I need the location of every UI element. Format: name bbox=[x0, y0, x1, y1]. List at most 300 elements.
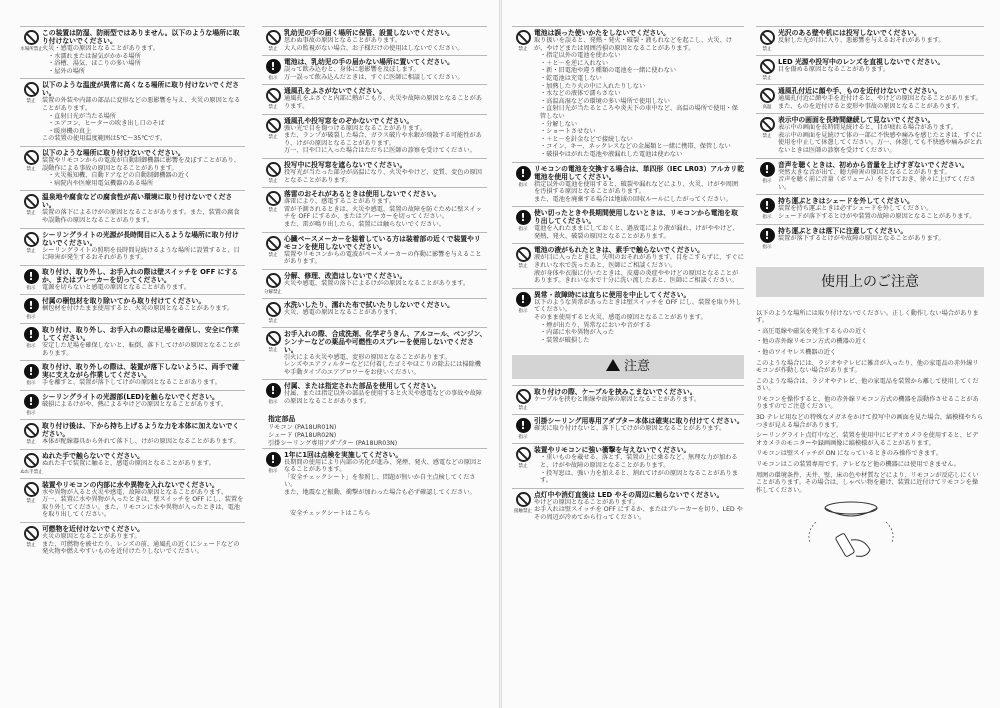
warning-bullet: ・＋と－を針金などで接続しない bbox=[540, 135, 633, 143]
symbol-caption: 禁止 bbox=[518, 46, 528, 52]
inspection-item bbox=[262, 448, 487, 500]
symbol-caption: 禁止 bbox=[518, 463, 528, 470]
warning-symbol bbox=[262, 117, 284, 155]
warning-body: 万一誤って飲み込んだときは、すぐに医師に相談してください。 bbox=[284, 73, 464, 81]
prohibited-icon bbox=[760, 30, 775, 45]
warning-body: そのまま使用すると火災、感電の原因となることがあります。 bbox=[534, 314, 707, 322]
caution-item bbox=[756, 26, 984, 55]
warning-item bbox=[20, 265, 245, 295]
warning-body: 突然大きな音が出て、聴力障害の原因となることがあります。 bbox=[778, 168, 951, 176]
warning-heading: シーリングライトの光源部(LED)を触らないでください。 bbox=[42, 393, 219, 402]
warning-symbol bbox=[512, 388, 534, 411]
warning-body: シェードが落下するとけがや装置の故障の原因となることがあります。 bbox=[778, 212, 976, 220]
warning-symbol bbox=[512, 165, 534, 204]
prohibited-icon bbox=[266, 191, 281, 206]
warning-bullet: ・直射日光が当たる場所 bbox=[48, 112, 117, 120]
prohibited-icon bbox=[24, 150, 39, 165]
mandatory-action-icon: ! bbox=[516, 166, 531, 181]
warning-body: また、ランプが破裂した場合、ガラス破片や水銀が飛散する可能性があり、けがの原因となることがあります。 bbox=[284, 132, 482, 147]
warning-text bbox=[42, 268, 245, 292]
warning-symbol bbox=[20, 297, 42, 320]
warning-body: 「安全チェックシート」を参照し、問題が無いか自主点検してください。 bbox=[284, 473, 476, 489]
warning-note: この装置の使用温度範囲は5℃～35℃です。 bbox=[42, 135, 167, 143]
caution-title: 注意 bbox=[623, 359, 650, 375]
symbol-caption: 禁止 bbox=[26, 210, 36, 217]
prohibited-icon bbox=[24, 194, 39, 209]
symbol-caption: 禁止 bbox=[268, 178, 278, 184]
warning-symbol bbox=[262, 29, 284, 52]
warning-symbol bbox=[20, 452, 42, 475]
warning-body: 思わぬ事故の原因となることがあります。 bbox=[284, 37, 402, 44]
symbol-caption: 禁止 bbox=[762, 133, 772, 139]
warning-symbol bbox=[262, 87, 284, 110]
symbol-caption: 禁止 bbox=[26, 439, 36, 445]
symbol-caption: 禁止 bbox=[268, 317, 278, 324]
warning-symbol bbox=[262, 330, 284, 377]
warning-text bbox=[534, 388, 744, 411]
warning-text bbox=[42, 326, 245, 357]
warning-item bbox=[512, 288, 744, 348]
warning-heading: 電池の液がもれたときは、素手で触らないでください。 bbox=[534, 246, 704, 255]
warning-body: 液が身体や衣服に付いたときは、皮膚の炎症ややけどの原因となることがあります。きれいな水で十分に洗い流したあと、医師にご相談ください。 bbox=[534, 269, 739, 285]
warning-item bbox=[20, 522, 245, 559]
prohibited-icon bbox=[266, 236, 281, 251]
warning-heading: 装置やリモコンの内部に水や異物を入れないでください。 bbox=[42, 480, 219, 489]
warning-body: 破損によるけがや、熱によるやけどの原因となることがあります。 bbox=[42, 401, 228, 409]
prohibited-icon bbox=[760, 88, 775, 103]
symbol-caption: 禁止 bbox=[26, 98, 36, 105]
symbol-caption: 禁止 bbox=[762, 75, 772, 81]
prohibited-icon bbox=[24, 30, 39, 45]
warning-text bbox=[42, 149, 245, 187]
warning-heading: 以下のような温度が異常に高くなる場所に取り付けないでください。 bbox=[42, 81, 240, 98]
prohibited-icon bbox=[24, 526, 39, 541]
warning-item bbox=[20, 78, 245, 146]
warning-body: 電池を入れたままにしておくと、過放電により液が漏れ、けがややけど、発熱、発火、破裂の原因となることがあります。 bbox=[534, 225, 739, 240]
symbol-caption: 指示 bbox=[26, 380, 36, 387]
warning-heading: 付属、または指定された部品を使用してください。 bbox=[284, 382, 441, 391]
warning-text bbox=[534, 491, 744, 522]
mandatory-action-icon: ! bbox=[516, 292, 531, 307]
warning-symbol bbox=[512, 246, 534, 284]
warning-symbol bbox=[20, 393, 42, 416]
warning-body: 装置が落下するとけがや故障の原因となることがあります。 bbox=[778, 234, 945, 242]
caution-item bbox=[756, 194, 984, 223]
warning-heading: 点灯中や消灯直後は LED やその周辺に触らないでください。 bbox=[534, 490, 724, 499]
symbol-caption: 禁止 bbox=[762, 46, 772, 52]
warning-body: また、ものを近付けると変形や事故の原因となることがあります。 bbox=[778, 102, 964, 110]
warning-heading: 以下のような場所に取り付けないでください。 bbox=[42, 148, 185, 157]
caution-item bbox=[512, 443, 744, 487]
caution-item bbox=[512, 414, 744, 443]
warning-symbol bbox=[20, 193, 42, 224]
prohibited-icon bbox=[24, 232, 39, 247]
warning-symbol bbox=[512, 417, 534, 440]
warning-body: シーリングライトの照明を長時間見続けるような場所に設置すると、目に障害が発生するおそれがあります。 bbox=[42, 246, 240, 262]
mandatory-action-icon: ! bbox=[760, 162, 775, 177]
warning-heading: 1年に1回は点検を実施してください。 bbox=[284, 450, 403, 459]
warning-text bbox=[778, 161, 984, 192]
warning-body: また、電池を廃棄する場合は地域の回収ルールにしたがってください。 bbox=[534, 195, 732, 203]
warning-body: 反射した光が目に入り、悪影響を与えるおそれがあります。 bbox=[778, 37, 945, 44]
warning-item bbox=[262, 327, 487, 380]
warning-heading: 持ち運ぶときはシェードを外してください。 bbox=[778, 197, 914, 206]
symbol-caption: 指示 bbox=[518, 181, 528, 188]
warning-text bbox=[284, 272, 487, 295]
warning-item bbox=[20, 146, 245, 190]
warning-body: 雷が予測されるときは、火災や感電、装置の故障を防ぐために壁スイッチを OFF にするか、またはブレーカーを切ってください。 bbox=[284, 205, 482, 221]
warning-symbol bbox=[512, 446, 534, 484]
warning-item bbox=[262, 269, 487, 298]
warning-body: 万一、装置に水や異物が入ったときは、壁スイッチを OFF にし、装置を取り外してください。また、リモコンに水や異物が入ったときは、電池を取り出してください。 bbox=[42, 496, 244, 519]
warning-symbol bbox=[262, 301, 284, 324]
symbol-caption: 禁止 bbox=[26, 247, 36, 254]
warning-body: 通風孔をふさぐと内部に熱がこもり、火災や故障の原因となることがあります。 bbox=[284, 95, 482, 110]
usage-paragraph: ・他の赤外線リモコン方式の機器の近く bbox=[756, 338, 868, 346]
warning-symbol bbox=[756, 87, 778, 110]
caution-triangle-icon bbox=[606, 359, 620, 371]
warning-bullet: ・水などの液体で濡らさない bbox=[540, 90, 621, 98]
warning-body: 通風孔付近に顔や手を近付けると、やけどの原因となることがあります。 bbox=[778, 95, 982, 102]
warning-heading: 分解、修理、改造はしないでください。 bbox=[284, 271, 407, 280]
symbol-caption: 指示 bbox=[26, 343, 36, 349]
warning-body: お手入れは壁スイッチを OFF にするか、またはブレーカーを切り、LED やその周辺が冷めてから行ってください。 bbox=[534, 506, 743, 521]
mandatory-action-icon: ! bbox=[760, 198, 775, 213]
prohibited-icon bbox=[516, 492, 531, 507]
warning-item bbox=[262, 232, 487, 269]
symbol-caption: 禁止 bbox=[26, 542, 36, 548]
warning-symbol bbox=[512, 29, 534, 159]
symbol-caption: 分解禁止 bbox=[263, 288, 282, 295]
warning-body: 大人の監視がない場合、お子様だけの使用はしないでください。 bbox=[284, 44, 464, 52]
usage-paragraph: シーリングライト点灯中など、装置を使用中にビデオカメラを使用すると、ビデオカメラのモニターや録画画像に縞模様が入ることがあります。 bbox=[756, 432, 979, 447]
warning-body: 表示中の画面を見続けて体の一部に不快感や痛みを感じたときは、すぐに使用を中止して休憩してください。万一、休憩しても不快感や痛みがとれないときは医師の診察を受けてください。 bbox=[778, 131, 983, 154]
prohibited-icon bbox=[516, 30, 531, 45]
warning-item bbox=[20, 228, 245, 265]
warning-heading: 通風孔や投写窓をのぞかないでください。 bbox=[284, 116, 414, 125]
warning-heading: 心臓ペースメーカーを装着している方は装着部の近くで装置やリモコンを使用しないでください。 bbox=[284, 234, 481, 251]
warning-text bbox=[42, 422, 245, 446]
mandatory-action-icon: ! bbox=[266, 383, 281, 398]
warning-symbol bbox=[512, 209, 534, 240]
warning-heading: 温泉地や腐食などの腐食性が高い環境に取り付けないでください。 bbox=[42, 193, 233, 210]
symbol-caption: 禁止 bbox=[518, 405, 528, 412]
warning-body: 電源を切らないと感電の原因となることがあります。 bbox=[42, 283, 191, 291]
warning-heading: シーリングライトの光源が長時間目に入るような場所に取り付けないでください。 bbox=[42, 230, 239, 247]
warning-item bbox=[512, 206, 744, 243]
usage-paragraph: このような場合は、ラジオやテレビ、他の家電品を装置から離して使用してください。 bbox=[756, 377, 979, 393]
warning-symbol bbox=[262, 235, 284, 266]
warning-text bbox=[42, 297, 245, 320]
warning-symbol bbox=[262, 190, 284, 228]
warning-heading: 通風孔をふさがないでください。 bbox=[284, 87, 386, 96]
warning-heading: 異常・故障時には直ちに使用を中止してください。 bbox=[534, 290, 691, 299]
prohibited-icon bbox=[24, 482, 39, 497]
warning-text bbox=[778, 87, 984, 110]
symbol-caption: 禁止 bbox=[268, 251, 278, 258]
warning-text bbox=[778, 227, 984, 250]
warning-text bbox=[42, 525, 245, 556]
warning-symbol bbox=[262, 161, 284, 184]
prohibited-icon bbox=[760, 117, 775, 132]
warning-item bbox=[20, 26, 245, 78]
warning-bullet: ・煙が出たり、異常なにおいや音がする bbox=[540, 321, 652, 329]
warning-body: 梱包材を付けたまま使用すると、火災の原因となることがあります。 bbox=[42, 305, 234, 313]
warning-text bbox=[534, 209, 744, 240]
warning-heading: 取り付け、取り外し、お手入れの際は壁スイッチを OFF にするか、またはブレーカーを切ってください。 bbox=[42, 267, 238, 284]
right-page-column-1 bbox=[512, 26, 744, 700]
warning-heading: 表示中の画面を長時間継続して見ないでください。 bbox=[778, 116, 935, 125]
warning-heading: 電池は誤った使いかたをしないでください。 bbox=[534, 29, 670, 37]
warning-heading: 光沢のある壁や机には投写しないでください。 bbox=[778, 29, 921, 37]
mandatory-action-icon: ! bbox=[24, 394, 39, 409]
symbol-caption: 禁止 bbox=[268, 207, 278, 213]
mandatory-action-icon: ! bbox=[516, 418, 531, 433]
warning-item bbox=[512, 243, 744, 287]
warning-heading: ぬれた手で触らないでください。 bbox=[42, 451, 144, 460]
warning-heading: 取り付け、取り外しの際は、装置が落下しないように、両手で確実に支えながら作業してください。 bbox=[42, 363, 239, 380]
warning-heading: 音声を聴くときは、初めから音量を上げすぎないでください。 bbox=[778, 160, 969, 169]
symbol-caption: 指示 bbox=[268, 467, 278, 474]
warning-body: 落雷により、感電することがあります。 bbox=[284, 198, 395, 206]
mandatory-action-icon: ! bbox=[24, 298, 39, 313]
warning-body: 火災の原因となることがあります。 bbox=[42, 533, 141, 541]
warning-heading: 可燃物を近付けないでください。 bbox=[42, 525, 144, 534]
symbol-caption: 指示 bbox=[518, 226, 528, 232]
symbol-caption: 指示 bbox=[26, 410, 36, 416]
warning-heading: 電池は、乳幼児の手の届かない場所に置いてください。 bbox=[284, 58, 454, 67]
page-fold bbox=[499, 0, 502, 708]
warning-text bbox=[534, 446, 744, 484]
warning-body: 付属、または指定以外の部品を使用すると火災や感電などの事故や故障の原因となることがあります。 bbox=[284, 390, 482, 406]
warning-heading: 取り付け、取り外し、お手入れの際は足場を確保し、安全に作業してください。 bbox=[42, 326, 239, 343]
warning-body: 表示中の画面を長時間見続けると、目が疲れる場合があります。 bbox=[778, 124, 957, 132]
warning-symbol bbox=[20, 81, 42, 143]
warning-item bbox=[262, 187, 487, 231]
warning-item bbox=[262, 114, 487, 158]
warning-text bbox=[42, 393, 245, 416]
warning-symbol bbox=[20, 268, 42, 292]
warning-text bbox=[778, 116, 984, 154]
specified-parts bbox=[262, 409, 487, 448]
warning-text bbox=[534, 417, 744, 440]
warning-bullet: ・分解しない bbox=[540, 120, 578, 128]
warning-bullet: ・破損やはがれた電池や液漏れした電池は使わない bbox=[540, 150, 683, 158]
warning-bullet: ・高温高湿などの環境の多い場所で使用しない bbox=[540, 97, 670, 105]
warning-text bbox=[778, 29, 984, 52]
warning-bullet: ・装置が破損した bbox=[540, 336, 590, 344]
warning-body: 装置の外装や内部の部品に変形などの悪影響を与え、火災の原因となることがあります。 bbox=[42, 97, 241, 112]
warning-body: 装置やリモコンからの電波が自動制御機器に影響を及ぼすことがあり、誤動作による事故の原因となることがあります。 bbox=[42, 156, 240, 172]
prohibited-icon bbox=[266, 162, 281, 177]
warning-symbol bbox=[20, 422, 42, 446]
warning-symbol bbox=[20, 525, 42, 556]
warning-item bbox=[262, 26, 487, 55]
warning-text bbox=[42, 81, 245, 143]
warning-item bbox=[20, 190, 245, 227]
warning-item bbox=[262, 158, 487, 187]
warning-text bbox=[284, 235, 487, 266]
parts-line: リモコン (PA18UR01N) bbox=[268, 423, 337, 431]
symbol-caption: 禁止 bbox=[268, 133, 278, 140]
warning-bullet: ・ショートさせない bbox=[540, 128, 596, 136]
warning-item bbox=[20, 323, 245, 360]
warning-bullet: ・内部に水や異物が入った bbox=[540, 329, 615, 337]
warning-text bbox=[42, 363, 245, 387]
warning-body: 手を離すと、装置が落下してけがの原因となることがあります。 bbox=[42, 379, 221, 387]
prohibited-icon bbox=[266, 88, 281, 103]
symbol-caption: 禁止 bbox=[518, 263, 528, 270]
warning-item bbox=[20, 360, 245, 390]
caution-item bbox=[756, 158, 984, 195]
usage-paragraph: ・他のワイヤレス機器の近く bbox=[756, 348, 837, 356]
warning-item bbox=[512, 26, 744, 162]
usage-notes-title: 使用上のご注意 bbox=[756, 267, 984, 297]
symbol-caption: 禁止 bbox=[26, 166, 36, 172]
warning-heading: 使い切ったときや長期間使用しないときは、リモコンから電池を取り出してください。 bbox=[534, 209, 738, 226]
warning-symbol bbox=[262, 272, 284, 295]
symbol-caption: 指示 bbox=[518, 308, 528, 314]
warning-body: 安定した足場を確保しないと、転倒、落下してけがの原因となることがあります。 bbox=[42, 342, 240, 357]
warning-item bbox=[262, 84, 487, 113]
warning-item bbox=[20, 390, 245, 419]
warning-bullet: ・浴槽、湯気、ほこりの多い場所 bbox=[48, 60, 141, 68]
prohibited-icon bbox=[266, 118, 281, 133]
warning-bullet: ・加熱したり火の中に入れたりしない bbox=[540, 82, 646, 90]
warning-item bbox=[262, 55, 487, 84]
warning-bullet: ・コイン、キー、ネックレスなどの金属類と一緒に携帯、保管しない bbox=[540, 143, 731, 151]
warning-symbol bbox=[756, 227, 778, 250]
warning-body: 装置やリモコンからの電波がペースメーカーの作動に影響を与えることがあります。 bbox=[284, 250, 482, 266]
caution-item bbox=[512, 488, 744, 525]
warning-text bbox=[534, 165, 744, 204]
symbol-caption: 指示 bbox=[762, 243, 772, 250]
warning-item bbox=[512, 162, 744, 207]
warning-body: ケーブルを挟むと断線や故障の原因となることがあります。 bbox=[534, 396, 701, 404]
warning-symbol bbox=[756, 29, 778, 52]
warning-body: 以下のような異常があったときは壁スイッチを OFF にし、装置を取り外してください。 bbox=[534, 298, 742, 314]
warning-symbol bbox=[20, 29, 42, 75]
warning-symbol bbox=[512, 291, 534, 345]
symbol-caption: 禁止 bbox=[26, 497, 36, 504]
warning-bullet: ・直射日光が当たるところや炎天下の車中など、高温の場所で使用・保管しない bbox=[540, 105, 738, 120]
symbol-caption: 接触禁止 bbox=[513, 508, 532, 514]
symbol-caption: 禁止 bbox=[268, 346, 278, 353]
warning-body: やけどの原因となることがあります。 bbox=[534, 498, 639, 506]
symbol-caption: 高温 bbox=[762, 104, 772, 110]
usage-paragraph: 3D テレビ用などの特殊なメガネをかけて投写中の画面を見た場合、縞模様やちらつきが見える場合があります。 bbox=[756, 414, 984, 429]
warning-body: 火災や感電、装置の落下によるけがの原因となることがあります。 bbox=[284, 279, 470, 287]
warning-body: また、可燃物を被せたり、レンズの前、通風孔の近くにシェードなどの発火物や燃えやすいものを近付けたりしないでください。 bbox=[42, 540, 240, 556]
symbol-caption: ぬれ手禁止 bbox=[20, 468, 43, 475]
usage-paragraph: リモコンは壁スイッチが ON になっているときのみ操作できます。 bbox=[756, 450, 942, 458]
caution-item bbox=[756, 55, 984, 84]
caution-item bbox=[756, 224, 984, 253]
warning-bullet: ・指定以外の電池を使わない bbox=[540, 52, 621, 60]
usage-paragraph: リモコンはこの装置専用です。テレビなど他の機器には使用できません。 bbox=[756, 461, 960, 469]
warning-heading: 投写中に投写窓を遮らないでください。 bbox=[284, 160, 407, 169]
warning-bullet: ・暖房機の真上 bbox=[48, 127, 92, 135]
parts-title: 指定部品 bbox=[268, 414, 296, 423]
warning-text bbox=[42, 231, 245, 262]
warning-text bbox=[778, 58, 984, 81]
warning-symbol bbox=[20, 149, 42, 187]
mandatory-action-icon: ! bbox=[760, 228, 775, 243]
symbol-caption: 禁止 bbox=[268, 104, 278, 111]
prohibited-icon bbox=[266, 302, 281, 317]
warning-heading: 付属の梱包材を取り除いてから取り付けてください。 bbox=[42, 297, 206, 306]
warning-heading: この装置は防湿、防雨型ではありません。以下のような場所に取り付けないでください。 bbox=[42, 29, 240, 45]
warning-body: 音声を聴く前に音量（ボリューム）を下げておき、徐々に上げてください。 bbox=[778, 176, 976, 191]
warning-heading: 取り付け後は、下から持ち上げるような力を本体に加えないでください。 bbox=[42, 422, 240, 439]
prohibited-icon bbox=[24, 82, 39, 97]
symbol-caption: 指示 bbox=[26, 314, 36, 320]
warning-symbol bbox=[20, 363, 42, 387]
warning-body: 火災、感電の原因となることがあります。 bbox=[284, 308, 402, 316]
warning-body: 指定以外の電池を使用すると、破裂や漏れなどにより、火災、けがや周囲を汚損する原因となることがあります。 bbox=[534, 180, 739, 196]
warning-text bbox=[534, 246, 744, 284]
warning-heading: 引掛シーリング用専用アダプター本体は確実に取り付けてください。 bbox=[534, 417, 744, 426]
warning-text bbox=[778, 197, 984, 220]
warning-text bbox=[42, 481, 245, 519]
warning-text bbox=[284, 58, 487, 81]
warning-body: レンズやエアフィルターなどに付着したゴミやほこりの除去には掃除機や手動タイプのエアブロワーをお使いください。 bbox=[284, 361, 481, 376]
warning-text bbox=[534, 29, 744, 159]
usage-paragraph: ・高圧電線や磁気を発生するものの近く bbox=[756, 327, 868, 335]
warning-bullet: ・屋外の場所 bbox=[48, 67, 86, 75]
warning-body: 取り扱いを誤ると、発熱・発火・破裂・液もれなどを起こし、火災、けが、やけどまたは周囲汚損の原因となることがあります。 bbox=[534, 37, 732, 52]
warning-item bbox=[20, 419, 245, 449]
warning-bullet: ・重いものを載せる、落とす、装置の上に乗るなど、無理な力が加わると、けがや故障の原因となることがあります。 bbox=[540, 454, 738, 469]
warning-symbol bbox=[756, 161, 778, 192]
warning-item bbox=[20, 478, 245, 522]
warning-body: 強い光で目を傷つける原因となることがあります。 bbox=[284, 124, 426, 132]
warning-text bbox=[284, 330, 487, 377]
warning-body: 本体が配線器具から外れて落下し、けがの原因となることがあります。 bbox=[42, 438, 240, 446]
right-page-column-2 bbox=[756, 26, 984, 700]
warning-body: また、地震など振動、衝撃が加わった場合も必ず確認してください。 bbox=[284, 489, 476, 497]
warning-text bbox=[284, 382, 487, 405]
warning-body: 長期間の使用により内部の劣化が進み、発煙、発火、感電などの原因となることがあります。 bbox=[284, 458, 483, 474]
caution-item bbox=[756, 113, 984, 157]
warning-heading: 持ち運ぶときは落下に注意してください。 bbox=[778, 226, 908, 235]
warning-text bbox=[284, 301, 487, 324]
ceiling-light-remote-illustration bbox=[796, 500, 906, 560]
warning-symbol bbox=[756, 116, 778, 154]
symbol-caption: 指示 bbox=[762, 177, 772, 184]
left-page-column-1 bbox=[20, 26, 245, 700]
usage-paragraph: このような場合には、ラジオやテレビに雑音が入ったり、他の家電品の赤外線リモコンが作動しない場合があります。 bbox=[756, 359, 979, 375]
parts-line: 引掛シーリング専用アダプター (PA18UR03N) bbox=[268, 439, 398, 447]
prohibited-icon bbox=[266, 273, 281, 288]
warning-body: 装置の落下によるけがの原因となることがあります。また、装置の腐食や誤動作の原因となることがあります。 bbox=[42, 209, 240, 224]
usage-paragraph: 以下のような場所には取り付けないでください。正しく動作しない場合があります。 bbox=[756, 309, 979, 325]
warning-text bbox=[42, 452, 245, 475]
warning-heading: 取り付けの際、ケーブルを挟みこまないでください。 bbox=[534, 388, 697, 397]
warning-bullet: ・エアコン、ヒーターの吹き出し口のそば bbox=[48, 120, 165, 128]
warning-bullet: ・水濡れまたは湿気がかかる場所 bbox=[48, 52, 141, 60]
parts-line: シェード (PA18UR02N) bbox=[268, 431, 337, 439]
warning-body: 投写光が当たった部分が高温になり、火災ややけど、変質、変色の原因となることがあります。 bbox=[284, 168, 482, 184]
warning-body: 火災・感電の原因となることがあります。 bbox=[42, 45, 160, 52]
warning-item bbox=[20, 294, 245, 323]
warning-heading: 水洗いしたり、濡れた布で拭いたりしないでください。 bbox=[284, 300, 454, 309]
prohibited-icon bbox=[516, 447, 531, 462]
warning-symbol bbox=[262, 382, 284, 405]
symbol-caption: 指示 bbox=[762, 214, 772, 221]
symbol-caption: 指示 bbox=[268, 75, 278, 81]
warning-heading: LED 光源や投写中のレンズを直視しないでください。 bbox=[778, 58, 945, 66]
